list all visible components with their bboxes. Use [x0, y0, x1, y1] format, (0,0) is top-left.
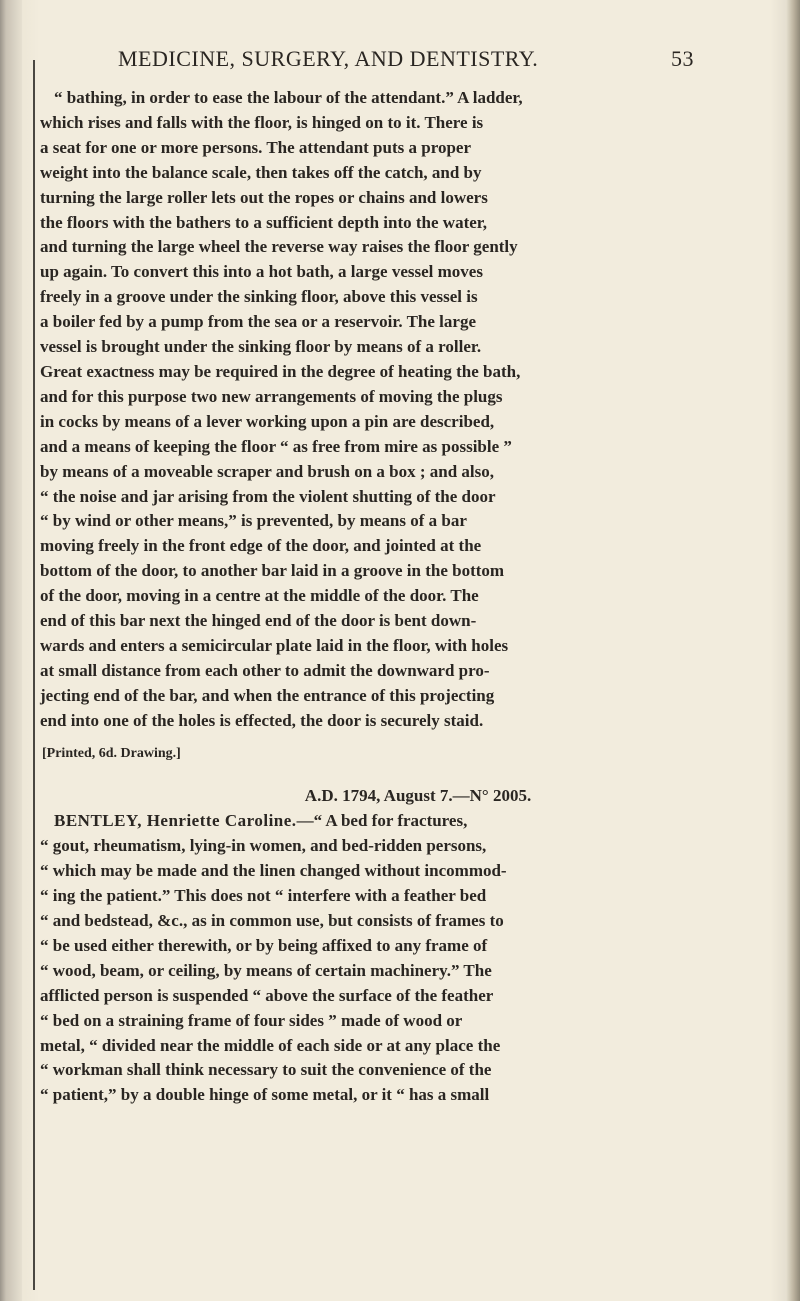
- text-line: jecting end of the bar, and when the entrance of this projecting: [40, 685, 495, 705]
- text-line: “ which may be made and the linen changed without incommod-: [40, 861, 507, 881]
- text-line: turning the large roller lets out the ropes or chains and lowers: [40, 187, 488, 207]
- text-line: at small distance from each other to admit the downward pro-: [40, 660, 490, 680]
- text-line: “ ing the patient.” This does not “ interfere with a feather bed: [40, 886, 487, 906]
- text-line: end into one of the holes is effected, the door is securely staid.: [40, 710, 484, 730]
- text-line: which rises and falls with the floor, is hinged on to it. There is: [40, 112, 484, 132]
- text-line: “ bed on a straining frame of four sides ” made of wood or: [40, 1010, 463, 1030]
- text-line: and for this purpose two new arrangements of moving the plugs: [40, 386, 503, 406]
- text-line: “ by wind or other means,” is prevented, by means of a bar: [40, 511, 467, 531]
- text-line: up again. To convert this into a hot bath, a large vessel moves: [40, 262, 483, 282]
- text-line: Great exactness may be required in the degree of heating the bath,: [40, 361, 521, 381]
- text-line: “ the noise and jar arising from the violent shutting of the door: [40, 486, 496, 506]
- text-line: “ and bedstead, &c., as in common use, but consists of frames to: [40, 911, 504, 930]
- text-line: “ wood, beam, or ceiling, by means of certain machinery.” The: [40, 960, 492, 980]
- entry-first-line: [40, 809, 800, 834]
- running-head: MEDICINE, SURGERY, AND DENTISTRY.: [118, 46, 539, 71]
- text-line: bottom of the door, to another bar laid in a groove in the bottom: [40, 561, 505, 581]
- text-line: vessel is brought under the sinking floor by means of a roller.: [40, 337, 482, 357]
- text-line: end of this bar next the hinged end of the door is bent down-: [40, 611, 477, 631]
- text-line: in cocks by means of a lever working upon a pin are described,: [40, 411, 495, 431]
- text-line: a seat for one or more persons. The attendant puts a proper: [40, 137, 471, 157]
- text-line: and a means of keeping the floor “ as free from mire as possible ”: [40, 436, 512, 456]
- text-line: afflicted person is suspended “ above the surface of the feather: [40, 985, 494, 1005]
- text-line: by means of a moveable scraper and brush on a box ; and also,: [40, 461, 495, 481]
- text-line: “ gout, rheumatism, lying-in women, and bed-ridden persons,: [40, 836, 487, 856]
- text-line: of the door, moving in a centre at the middle of the door. The: [40, 586, 479, 606]
- text-line: “ workman shall think necessary to suit the convenience of the: [40, 1060, 492, 1080]
- text-line: a boiler fed by a pump from the sea or a reservoir. The large: [40, 312, 476, 332]
- printed-note: [Printed, 6d. Drawing.]: [42, 745, 181, 761]
- body-text: [40, 86, 796, 1108]
- text-line: the floors with the bathers to a sufficient depth into the water,: [40, 212, 488, 232]
- entry-name: BENTLEY, Henriette Caroline.: [54, 811, 297, 831]
- page-number: 53: [671, 46, 694, 71]
- text-line: “ be used either therewith, or by being affixed to any frame of: [40, 935, 488, 955]
- entry-date-line: A.D. 1794, August 7.—N° 2005.: [304, 786, 532, 806]
- text-line: metal, “ divided near the middle of each side or at any place the: [40, 1035, 501, 1055]
- text-line: moving freely in the front edge of the door, and jointed at the: [40, 536, 482, 556]
- text-line: —“ A bed for fractures,: [296, 811, 468, 831]
- page-binding-shadow: [0, 0, 22, 1301]
- text-line: weight into the balance scale, then takes off the catch, and by: [40, 162, 482, 182]
- text-line: freely in a groove under the sinking floor, above this vessel is: [40, 287, 478, 307]
- text-line: “ bathing, in order to ease the labour of the attendant.” A ladder,: [54, 88, 523, 107]
- gutter-rule: [33, 60, 35, 1290]
- text-line: and turning the large wheel the reverse way raises the floor gently: [40, 237, 518, 257]
- text-line: “ patient,” by a double hinge of some metal, or it “ has a small: [40, 1085, 490, 1105]
- text-line: wards and enters a semicircular plate laid in the floor, with holes: [40, 635, 509, 655]
